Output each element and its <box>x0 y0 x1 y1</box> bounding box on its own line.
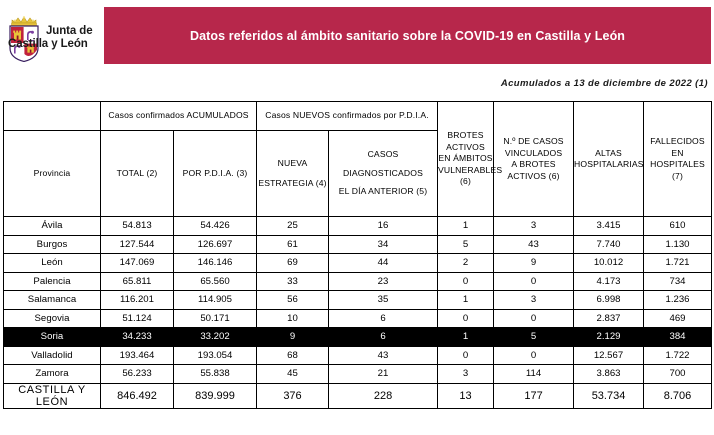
cell-casos-vinculados: 3 <box>494 217 574 236</box>
header-line: BROTES <box>447 130 484 141</box>
covid-data-table <box>3 101 712 409</box>
cell-brotes-activos: 1 <box>438 291 494 310</box>
header-line: HOSPITALARIAS <box>574 159 644 169</box>
cell-altas: 3.863 <box>574 365 644 384</box>
cell-total: 56.233 <box>101 365 174 384</box>
header-col-nueva-estrategia <box>257 131 329 217</box>
cell-por-pdia: 54.426 <box>174 217 257 236</box>
header-line: N.º DE CASOS <box>503 136 564 146</box>
cell-brotes-activos: 5 <box>438 235 494 254</box>
cell-nueva-estrategia: 10 <box>257 309 329 328</box>
cell-por-pdia: 114.905 <box>174 291 257 310</box>
cell-por-pdia: 65.560 <box>174 272 257 291</box>
cell-brotes-activos: 0 <box>438 309 494 328</box>
cell-fallecidos: 1.236 <box>644 291 712 310</box>
cell-fallecidos: 734 <box>644 272 712 291</box>
header-line: A BROTES <box>511 159 556 169</box>
cell-brotes-activos: 1 <box>438 217 494 236</box>
header-line: FALLECIDOS <box>650 136 705 146</box>
cell-total: 127.544 <box>101 235 174 254</box>
accumulated-date-note: Acumulados a 13 de diciembre de 2022 (1) <box>500 78 708 89</box>
header-line: HOSPITALES <box>650 159 705 169</box>
header-group-nuevos: Casos NUEVOS confirmados por P.D.I.A. <box>257 102 438 131</box>
header-col-casos-vinculados <box>494 102 574 217</box>
cell-diagnosticados-dia-anterior: 23 <box>329 272 438 291</box>
header-line: DIAGNOSTICADOS <box>343 167 423 178</box>
header-group-blank <box>4 102 101 131</box>
cell-por-pdia: 50.171 <box>174 309 257 328</box>
cell-total: 65.811 <box>101 272 174 291</box>
cell-diagnosticados-dia-anterior: 16 <box>329 217 438 236</box>
header-col-fallecidos <box>644 102 712 217</box>
cell-fallecidos: 8.706 <box>644 383 712 408</box>
cell-altas: 2.837 <box>574 309 644 328</box>
header-col-provincia: Provincia <box>4 131 101 217</box>
header-col-por-pdia: POR P.D.I.A. (3) <box>174 131 257 217</box>
header-line: NUEVA <box>277 157 308 168</box>
table-row <box>4 254 712 273</box>
cell-fallecidos: 469 <box>644 309 712 328</box>
cell-provincia: Soria <box>4 328 101 347</box>
cell-total: 193.464 <box>101 346 174 365</box>
table-row <box>4 346 712 365</box>
cell-casos-vinculados: 9 <box>494 254 574 273</box>
cell-casos-vinculados: 5 <box>494 328 574 347</box>
cell-por-pdia: 33.202 <box>174 328 257 347</box>
cell-diagnosticados-dia-anterior: 44 <box>329 254 438 273</box>
cell-provincia: Zamora <box>4 365 101 384</box>
cell-provincia: Valladolid <box>4 346 101 365</box>
cell-brotes-activos: 2 <box>438 254 494 273</box>
cell-altas: 3.415 <box>574 217 644 236</box>
cell-fallecidos: 1.130 <box>644 235 712 254</box>
header-line: ACTIVOS <box>446 141 485 152</box>
cell-nueva-estrategia: 56 <box>257 291 329 310</box>
cell-brotes-activos: 3 <box>438 365 494 384</box>
table-row <box>4 272 712 291</box>
table-body <box>4 217 712 409</box>
cell-fallecidos: 384 <box>644 328 712 347</box>
cell-brotes-activos: 13 <box>438 383 494 408</box>
header-line: ESTRATEGIA (4) <box>258 178 327 188</box>
header-line: EN <box>671 147 684 158</box>
table-row <box>4 328 712 347</box>
cell-brotes-activos: 0 <box>438 272 494 291</box>
cell-total: 846.492 <box>101 383 174 408</box>
cell-provincia: Palencia <box>4 272 101 291</box>
cell-brotes-activos: 1 <box>438 328 494 347</box>
banner-title: Datos referidos al ámbito sanitario sobre la COVID-19 en Castilla y León <box>189 28 626 43</box>
header-group-acumulados: Casos confirmados ACUMULADOS <box>101 102 257 131</box>
cell-nueva-estrategia: 9 <box>257 328 329 347</box>
cell-altas: 7.740 <box>574 235 644 254</box>
cell-altas: 53.734 <box>574 383 644 408</box>
cell-altas: 10.012 <box>574 254 644 273</box>
cell-provincia: Burgos <box>4 235 101 254</box>
header-col-altas-hospitalarias <box>574 102 644 217</box>
table-row <box>4 365 712 384</box>
cell-diagnosticados-dia-anterior: 34 <box>329 235 438 254</box>
cell-nueva-estrategia: 69 <box>257 254 329 273</box>
cell-por-pdia: 839.999 <box>174 383 257 408</box>
header-col-brotes-activos <box>438 102 503 217</box>
cell-fallecidos: 1.722 <box>644 346 712 365</box>
logo-line-1: Junta de <box>46 25 93 37</box>
cell-diagnosticados-dia-anterior: 228 <box>329 383 438 408</box>
cell-casos-vinculados: 114 <box>494 365 574 384</box>
cell-por-pdia: 146.146 <box>174 254 257 273</box>
logo-line-2: Castilla y León <box>8 38 88 50</box>
header-line: CASOS <box>367 149 399 160</box>
header-col-total: TOTAL (2) <box>101 131 174 217</box>
institution-wordmark <box>8 25 93 51</box>
title-banner <box>104 7 711 64</box>
table-total-row <box>4 383 712 408</box>
covid-data-table-container <box>3 101 711 409</box>
cell-nueva-estrategia: 376 <box>257 383 329 408</box>
cell-por-pdia: 55.838 <box>174 365 257 384</box>
header-line: EL DÍA ANTERIOR (5) <box>338 186 428 197</box>
cell-fallecidos: 610 <box>644 217 712 236</box>
cell-nueva-estrategia: 33 <box>257 272 329 291</box>
cell-provincia: Segovia <box>4 309 101 328</box>
cell-casos-vinculados: 0 <box>494 272 574 291</box>
cell-nueva-estrategia: 68 <box>257 346 329 365</box>
institution-logo <box>6 6 100 70</box>
header-line: ACTIVOS (6) <box>507 170 560 181</box>
cell-total: 51.124 <box>101 309 174 328</box>
header-line: VINCULADOS <box>504 147 563 158</box>
cell-total: 54.813 <box>101 217 174 236</box>
cell-total: 116.201 <box>101 291 174 310</box>
cell-diagnosticados-dia-anterior: 6 <box>329 309 438 328</box>
cell-region-label: CASTILLA Y LEÓN <box>4 383 101 408</box>
cell-provincia: León <box>4 254 101 273</box>
header-col-diagnosticados-dia-anterior <box>329 131 438 217</box>
cell-altas: 12.567 <box>574 346 644 365</box>
table-row <box>4 217 712 236</box>
cell-altas: 4.173 <box>574 272 644 291</box>
cell-casos-vinculados: 177 <box>494 383 574 408</box>
cell-brotes-activos: 0 <box>438 346 494 365</box>
cell-casos-vinculados: 43 <box>494 235 574 254</box>
cell-fallecidos: 1.721 <box>644 254 712 273</box>
cell-nueva-estrategia: 61 <box>257 235 329 254</box>
cell-casos-vinculados: 0 <box>494 309 574 328</box>
cell-altas: 6.998 <box>574 291 644 310</box>
cell-provincia: Ávila <box>4 217 101 236</box>
cell-casos-vinculados: 3 <box>494 291 574 310</box>
cell-diagnosticados-dia-anterior: 43 <box>329 346 438 365</box>
cell-fallecidos: 700 <box>644 365 712 384</box>
table-row <box>4 235 712 254</box>
header-line: (6) <box>460 176 471 187</box>
cell-nueva-estrategia: 45 <box>257 365 329 384</box>
cell-provincia: Salamanca <box>4 291 101 310</box>
cell-diagnosticados-dia-anterior: 35 <box>329 291 438 310</box>
cell-altas: 2.129 <box>574 328 644 347</box>
table-row <box>4 291 712 310</box>
page-header <box>0 0 714 89</box>
table-head <box>4 102 712 217</box>
table-row <box>4 309 712 328</box>
cell-nueva-estrategia: 25 <box>257 217 329 236</box>
cell-casos-vinculados: 0 <box>494 346 574 365</box>
cell-por-pdia: 126.697 <box>174 235 257 254</box>
cell-total: 147.069 <box>101 254 174 273</box>
header-line: VULNERABLES <box>438 164 503 175</box>
table-header-group-row <box>4 102 712 131</box>
cell-diagnosticados-dia-anterior: 21 <box>329 365 438 384</box>
header-line: EN ÁMBITOS <box>438 153 493 164</box>
header-line: ALTAS <box>595 147 622 158</box>
header-line: (7) <box>672 170 683 181</box>
cell-por-pdia: 193.054 <box>174 346 257 365</box>
cell-total: 34.233 <box>101 328 174 347</box>
cell-diagnosticados-dia-anterior: 6 <box>329 328 438 347</box>
